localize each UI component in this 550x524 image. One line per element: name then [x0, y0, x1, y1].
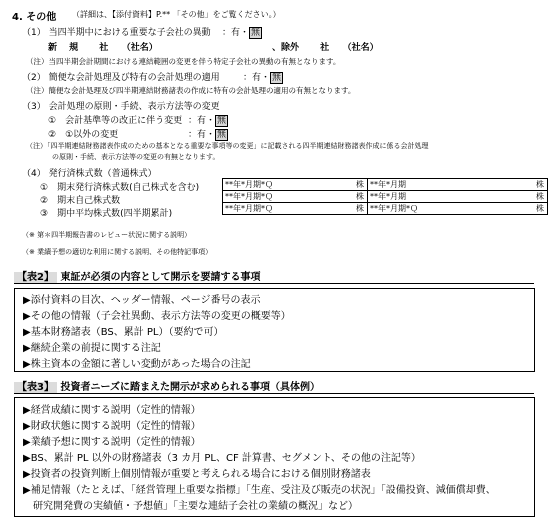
table3-heading — [14, 378, 320, 393]
shares-table — [222, 178, 548, 215]
shares-row-2 — [223, 191, 548, 203]
shares-row-2-prior: **年*月期 株 — [368, 191, 548, 203]
table2-item-1: ▶添付資料の目次、ヘッダー情報、ページ番号の表示 — [23, 295, 261, 306]
table3-item-7: 研究開発費の実績値・予想値」「主要な連結子会社の業績の概況」など） — [23, 501, 358, 512]
item1-note: （注）当四半期会計期間における連結範囲の変更を伴う特定子会社の異動の有無となります。 — [26, 57, 341, 66]
shares-row-3-prior: **年*月期*Ｑ 株 — [368, 203, 548, 215]
table3-item-3: ▶業績予想に関する説明（定性的情報） — [23, 437, 201, 448]
item4-row1-label: ① 期末発行済株式数(自己株式を含む) — [40, 183, 200, 193]
table2-item-5: ▶株主資本の金額に著しい変動があった場合の注記 — [23, 359, 251, 370]
item1-excluded-label: 、除外 社 （社名） — [272, 43, 379, 53]
item3-label: （3） 会計処理の原則・手続、表示方法等の変更 — [22, 102, 220, 112]
item3-sub1-label: ① 会計基準等の改正に伴う変更 — [48, 116, 183, 126]
table2-heading — [14, 268, 260, 283]
item3-sub1-answer — [188, 113, 228, 127]
item2-label: （2） 簡便な会計処理及び特有の会計処理の適用 — [22, 73, 220, 83]
table3-item-6: ▶補足情報（たとえば、「経営管理上重要な指標」「生産、受注及び販売の状況」「設備投資、減価償却費、 — [23, 485, 496, 496]
item4-row3-label: ③ 期中平均株式数(四半期累計) — [40, 209, 173, 219]
item4-label: （4） 発行済株式数（普通株式） — [22, 169, 157, 179]
item3-sub1-colon: ：有・ — [188, 116, 216, 126]
item2-answer-box: 無 — [272, 73, 282, 83]
item1-new-label: 新 規 社 （社名） — [48, 43, 158, 53]
table2-item-3: ▶基本財務諸表（BS、累計 PL）（要約で可） — [23, 327, 224, 338]
item3-note-line2: の原則・手続、表示方法等の変更の有無となります。 — [52, 153, 220, 161]
note-forecast: （※ 業績予想の適切な利用に関する説明、その他特記事項） — [22, 248, 213, 256]
table3-box — [14, 397, 535, 517]
shares-row-2-current: **年*月期*Ｑ 株 — [223, 191, 368, 203]
item3-note-line1: （注）「四半期連結財務諸表作成のための基本となる重要な事項等の変更」に記載される四半期連結財務諸表作成に係る会計処理 — [26, 142, 429, 150]
table3-item-4: ▶BS、累計 PL 以外の財務諸表（3 カ月 PL、CF 計算書、セグメント、その他の注記等） — [23, 453, 421, 464]
shares-row-3 — [223, 203, 548, 215]
item1-label: （1） 当四半期中における重要な子会社の異動 — [22, 28, 211, 38]
note-review: （※ 第＊四半期報告書のレビュー状況に関する説明） — [22, 231, 192, 239]
shares-row-1-current: **年*月期*Ｑ 株 — [223, 179, 368, 191]
shares-row-3-current: **年*月期*Ｑ 株 — [223, 203, 368, 215]
item2-note: （注）簡便な会計処理及び四半期連結財務諸表の作成に特有の会計処理の適用の有無となります。 — [26, 86, 356, 95]
item3-sub2-answer-box: 無 — [217, 130, 227, 140]
table2-underline — [14, 283, 534, 284]
shares-row-1 — [223, 179, 548, 191]
item3-sub2-label: ② ①以外の変更 — [48, 130, 119, 140]
section-title-note: （詳細は、【添付資料】P.** 「その他」をご覧ください。） — [72, 10, 281, 19]
item2-answer — [243, 70, 283, 84]
item1-answer — [222, 25, 262, 39]
table2-box — [14, 288, 535, 372]
table3-num: 【表3】 — [14, 382, 57, 393]
item2-colon: ：有・ — [243, 73, 271, 83]
shares-row-1-prior: **年*月期 株 — [368, 179, 548, 191]
table2-item-4: ▶継続企業の前提に関する注記 — [23, 343, 161, 354]
table3-title: 投資者ニーズに踏まえた開示が求められる事項（具体例） — [60, 382, 320, 393]
item3-sub2-answer — [188, 127, 228, 141]
table3-item-1: ▶経営成績に関する説明（定性的情報） — [23, 405, 201, 416]
section-title: 4. その他 — [12, 12, 57, 23]
table2-num: 【表2】 — [14, 272, 57, 283]
item1-answer-box: 無 — [251, 28, 261, 38]
table2-title: 東証が必須の内容として開示を要請する事項 — [60, 272, 261, 283]
table3-underline — [14, 393, 534, 394]
item1-colon: ：有・ — [222, 28, 250, 38]
item4-row2-label: ② 期末自己株式数 — [40, 196, 121, 206]
item3-sub1-answer-box: 無 — [217, 116, 227, 126]
table3-item-5: ▶投資者の投資判断上個別情報が重要と考えられる場合における個別財務諸表 — [23, 469, 371, 480]
table2-item-2: ▶その他の情報（子会社異動、表示方法等の変更の概要等） — [23, 311, 291, 322]
table3-item-2: ▶財政状態に関する説明（定性的情報） — [23, 421, 201, 432]
item3-sub2-colon: ：有・ — [188, 130, 216, 140]
